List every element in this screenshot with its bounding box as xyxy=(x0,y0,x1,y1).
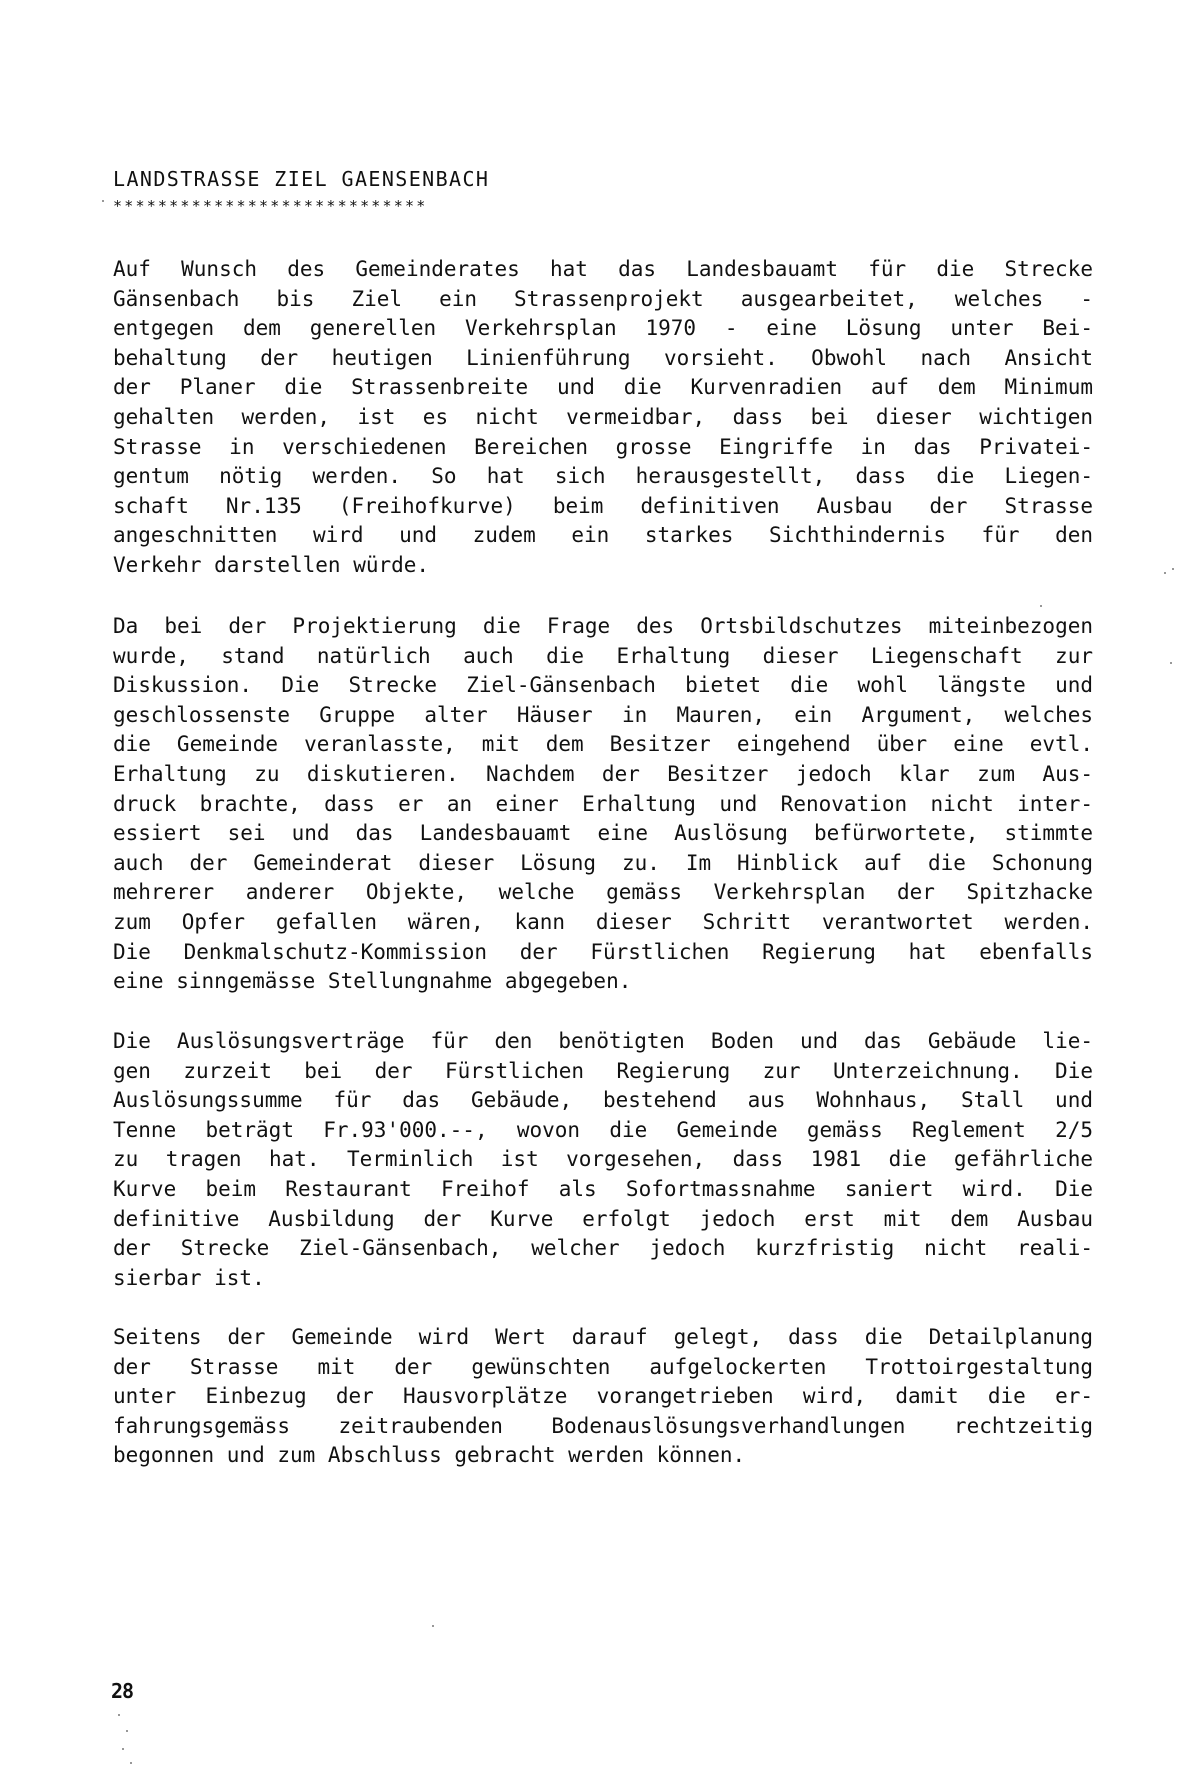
text-line: Kurve beim Restaurant Freihof als Sofortmassnahme saniert wird. Die xyxy=(113,1176,1093,1201)
text-line: gen zurzeit bei der Fürstlichen Regierung zur Unterzeichnung. Die xyxy=(113,1058,1093,1083)
text-line: Seitens der Gemeinde wird Wert darauf gelegt, dass die Detailplanung xyxy=(113,1325,1093,1349)
text-line: begonnen und zum Abschluss gebracht werden können. xyxy=(113,1443,746,1468)
page-number: 28 xyxy=(111,1679,134,1703)
text-line: entgegen dem generellen Verkehrsplan 1970 - eine Lösung unter Bei- xyxy=(113,316,1093,341)
text-line: Die Auslösungsverträge für den benötigten Boden und das Gebäude lie- xyxy=(113,1029,1093,1053)
text-line: Auf Wunsch des Gemeinderates hat das Landesbauamt für die Strecke xyxy=(113,257,1093,281)
paragraph-2 xyxy=(113,612,1093,997)
text-line: Tenne beträgt Fr.93'000.--, wovon die Gemeinde gemäss Reglement 2/5 xyxy=(113,1117,1093,1142)
section-heading: LANDSTRASSE ZIEL GAENSENBACH xyxy=(113,167,490,191)
text-line: der Planer die Strassenbreite und die Kurvenradien auf dem Minimum xyxy=(113,375,1093,400)
text-line: Strasse in verschiedenen Bereichen grosse Eingriffe in das Privatei- xyxy=(113,434,1093,459)
scan-speck xyxy=(102,200,104,202)
scan-speck xyxy=(126,1730,128,1732)
text-line: Da bei der Projektierung die Frage des Ortsbildschutzes miteinbezogen xyxy=(113,614,1093,638)
text-line: gentum nötig werden. So hat sich herausgestellt, dass die Liegen- xyxy=(113,464,1093,489)
text-line: Gänsenbach bis Ziel ein Strassenprojekt ausgearbeitet, welches - xyxy=(113,286,1093,311)
scan-speck xyxy=(432,1625,434,1627)
scan-speck xyxy=(1172,568,1174,570)
text-line: Auslösungssumme für das Gebäude, bestehend aus Wohnhaus, Stall und xyxy=(113,1088,1093,1113)
text-line: sierbar ist. xyxy=(113,1265,265,1290)
text-line: wurde, stand natürlich auch die Erhaltung dieser Liegenschaft zur xyxy=(113,643,1093,668)
scan-speck xyxy=(122,1748,124,1750)
heading-underline: **************************** xyxy=(113,197,428,215)
text-line: gehalten werden, ist es nicht vermeidbar, dass bei dieser wichtigen xyxy=(113,404,1093,429)
text-line: Die Denkmalschutz-Kommission der Fürstlichen Regierung hat ebenfalls xyxy=(113,939,1093,964)
scan-speck xyxy=(130,1762,132,1764)
text-line: der Strasse mit der gewünschten aufgelockerten Trottoirgestaltung xyxy=(113,1354,1093,1379)
text-line: auch der Gemeinderat dieser Lösung zu. Im Hinblick auf die Schonung xyxy=(113,850,1093,875)
text-line: die Gemeinde veranlasste, mit dem Besitzer eingehend über eine evtl. xyxy=(113,732,1093,757)
paragraph-1 xyxy=(113,255,1093,581)
text-line: geschlossenste Gruppe alter Häuser in Mauren, ein Argument, welches xyxy=(113,702,1093,727)
text-line: zum Opfer gefallen wären, kann dieser Schritt verantwortet werden. xyxy=(113,909,1093,934)
text-line: schaft Nr.135 (Freihofkurve) beim definitiven Ausbau der Strasse xyxy=(113,493,1093,518)
scan-speck xyxy=(118,1714,120,1716)
text-line: zu tragen hat. Terminlich ist vorgesehen, dass 1981 die gefährliche xyxy=(113,1147,1093,1172)
text-line: unter Einbezug der Hausvorplätze vorangetrieben wird, damit die er- xyxy=(113,1384,1093,1409)
scan-speck xyxy=(1170,662,1172,664)
text-line: druck brachte, dass er an einer Erhaltung und Renovation nicht inter- xyxy=(113,791,1093,816)
scan-speck xyxy=(1164,572,1166,574)
text-line: essiert sei und das Landesbauamt eine Auslösung befürwortete, stimmte xyxy=(113,821,1093,846)
paragraph-4 xyxy=(113,1323,1093,1471)
text-line: angeschnitten wird und zudem ein starkes Sichthindernis für den xyxy=(113,523,1093,548)
text-line: eine sinngemässe Stellungnahme abgegeben. xyxy=(113,969,632,994)
text-line: mehrerer anderer Objekte, welche gemäss Verkehrsplan der Spitzhacke xyxy=(113,880,1093,905)
text-line: fahrungsgemäss zeitraubenden Bodenauslösungsverhandlungen rechtzeitig xyxy=(113,1413,1093,1438)
text-line: Diskussion. Die Strecke Ziel-Gänsenbach bietet die wohl längste und xyxy=(113,673,1093,698)
text-line: behaltung der heutigen Linienführung vorsieht. Obwohl nach Ansicht xyxy=(113,345,1093,370)
text-line: definitive Ausbildung der Kurve erfolgt jedoch erst mit dem Ausbau xyxy=(113,1206,1093,1231)
text-line: Verkehr darstellen würde. xyxy=(113,552,430,577)
paragraph-3 xyxy=(113,1027,1093,1293)
text-line: der Strecke Ziel-Gänsenbach, welcher jedoch kurzfristig nicht reali- xyxy=(113,1236,1093,1261)
scan-speck xyxy=(1040,605,1042,607)
text-line: Erhaltung zu diskutieren. Nachdem der Besitzer jedoch klar zum Aus- xyxy=(113,761,1093,786)
